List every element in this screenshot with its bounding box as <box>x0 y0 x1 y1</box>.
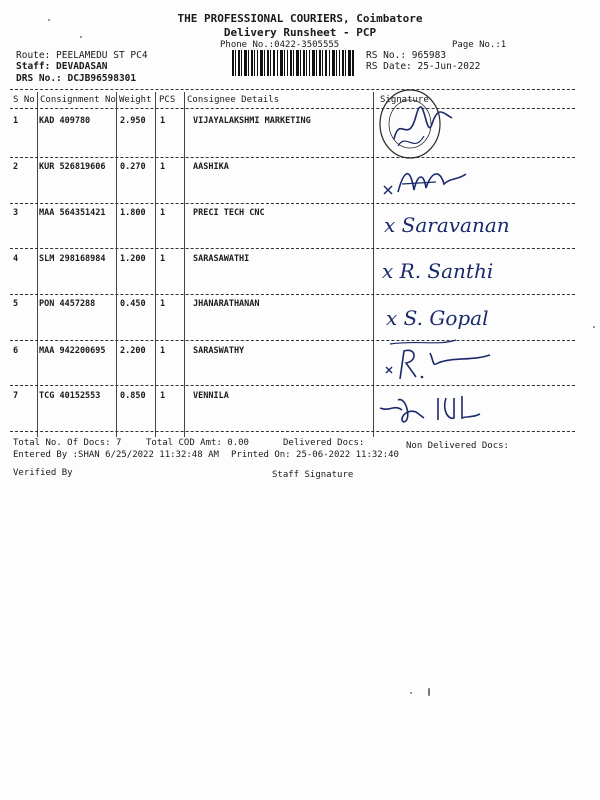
scan-speck <box>428 688 430 696</box>
row-pcs: 1 <box>160 346 166 356</box>
staff-field: Staff: DEVADASAN <box>16 61 108 72</box>
table-top-rule <box>10 89 575 90</box>
row-pcs: 1 <box>160 391 166 401</box>
scan-speck <box>410 692 412 694</box>
row-weight: 0.270 <box>120 162 146 172</box>
signature-row-7-image <box>376 390 496 430</box>
printed-on: Printed On: 25-06-2022 11:32:40 <box>231 450 399 460</box>
non-delivered-docs: Non Delivered Docs: <box>406 441 509 451</box>
row-weight: 1.800 <box>120 208 146 218</box>
col-header-consignment: Consignment No <box>40 95 116 105</box>
row-rule <box>10 294 575 295</box>
signature-row-5: x S. Gopal <box>386 306 489 330</box>
route-field: Route: PEELAMEDU ST PC4 <box>16 50 148 61</box>
phone-number: Phone No.:0422-3505555 <box>220 40 340 50</box>
col-header-sno: S No <box>13 95 35 105</box>
scan-speck <box>80 36 82 38</box>
row-consignee: SARASAWATHI <box>193 254 250 264</box>
delivered-docs: Delivered Docs: <box>283 438 365 448</box>
row-sno: 5 <box>13 299 19 309</box>
rs-date: RS Date: 25-Jun-2022 <box>366 61 481 72</box>
row-consignment: SLM 298168984 <box>39 254 106 264</box>
row-consignment: KUR 526819606 <box>39 162 106 172</box>
row-sno: 2 <box>13 162 19 172</box>
page-number: Page No.:1 <box>452 40 507 50</box>
verified-by-label: Verified By <box>13 468 73 478</box>
col-header-weight: Weight <box>119 95 152 105</box>
signature-row-2-image <box>380 160 480 202</box>
runsheet-title: Delivery Runsheet - PCP <box>223 26 377 39</box>
signature-row-3: x Saravanan <box>384 213 510 237</box>
row-consignee: AASHIKA <box>193 162 229 172</box>
row-weight: 1.200 <box>120 254 146 264</box>
drs-number: DRS No.: DCJB96598301 <box>16 73 137 84</box>
row-pcs: 1 <box>160 162 166 172</box>
row-weight: 0.450 <box>120 299 146 309</box>
col-header-consignee: Consignee Details <box>187 95 280 105</box>
row-rule <box>10 203 575 204</box>
row-sno: 7 <box>13 391 19 401</box>
row-sno: 6 <box>13 346 19 356</box>
row-rule <box>10 385 575 386</box>
row-pcs: 1 <box>160 254 166 264</box>
row-pcs: 1 <box>160 299 166 309</box>
row-consignment: PON 4457288 <box>39 299 96 309</box>
company-name: THE PROFESSIONAL COURIERS, Coimbatore <box>177 12 423 25</box>
row-consignee: VIJAYALAKSHMI MARKETING <box>193 116 311 126</box>
row-pcs: 1 <box>160 116 166 126</box>
signature-row-6-image <box>382 343 502 385</box>
scan-speck <box>593 326 595 328</box>
signature-row-4: x R. Santhi <box>382 259 494 283</box>
row-weight: 2.200 <box>120 346 146 356</box>
row-rule <box>10 157 575 158</box>
company-stamp-image <box>372 84 462 166</box>
staff-signature-label: Staff Signature <box>272 470 354 480</box>
table-header-rule <box>10 108 575 109</box>
scan-speck <box>48 19 50 21</box>
row-rule <box>10 248 575 249</box>
total-cod-amount: Total COD Amt: 0.00 <box>146 438 249 448</box>
row-sno: 3 <box>13 208 19 218</box>
row-pcs: 1 <box>160 208 166 218</box>
row-consignment: MAA 564351421 <box>39 208 106 218</box>
row-weight: 2.950 <box>120 116 146 126</box>
entered-by: Entered By :SHAN 6/25/2022 11:32:48 AM <box>13 450 219 460</box>
rs-number: RS No.: 965983 <box>366 50 447 61</box>
row-consignment: KAD 409780 <box>39 116 91 126</box>
col-header-pcs: PCS <box>159 95 176 105</box>
row-consignee: JHANARATHANAN <box>193 299 260 309</box>
row-consignee: SARASWATHY <box>193 346 245 356</box>
row-weight: 0.850 <box>120 391 146 401</box>
row-consignment: MAA 942200695 <box>39 346 106 356</box>
row-rule <box>10 340 575 341</box>
total-docs: Total No. Of Docs: 7 <box>13 438 122 448</box>
row-sno: 1 <box>13 116 19 126</box>
row-consignee: VENNILA <box>193 391 229 401</box>
row-consignment: TCG 40152553 <box>39 391 101 401</box>
row-consignee: PRECI TECH CNC <box>193 208 265 218</box>
col-header-signature: Signature <box>380 95 429 105</box>
barcode-image <box>232 50 354 76</box>
row-sno: 4 <box>13 254 19 264</box>
table-bottom-rule <box>10 431 575 432</box>
